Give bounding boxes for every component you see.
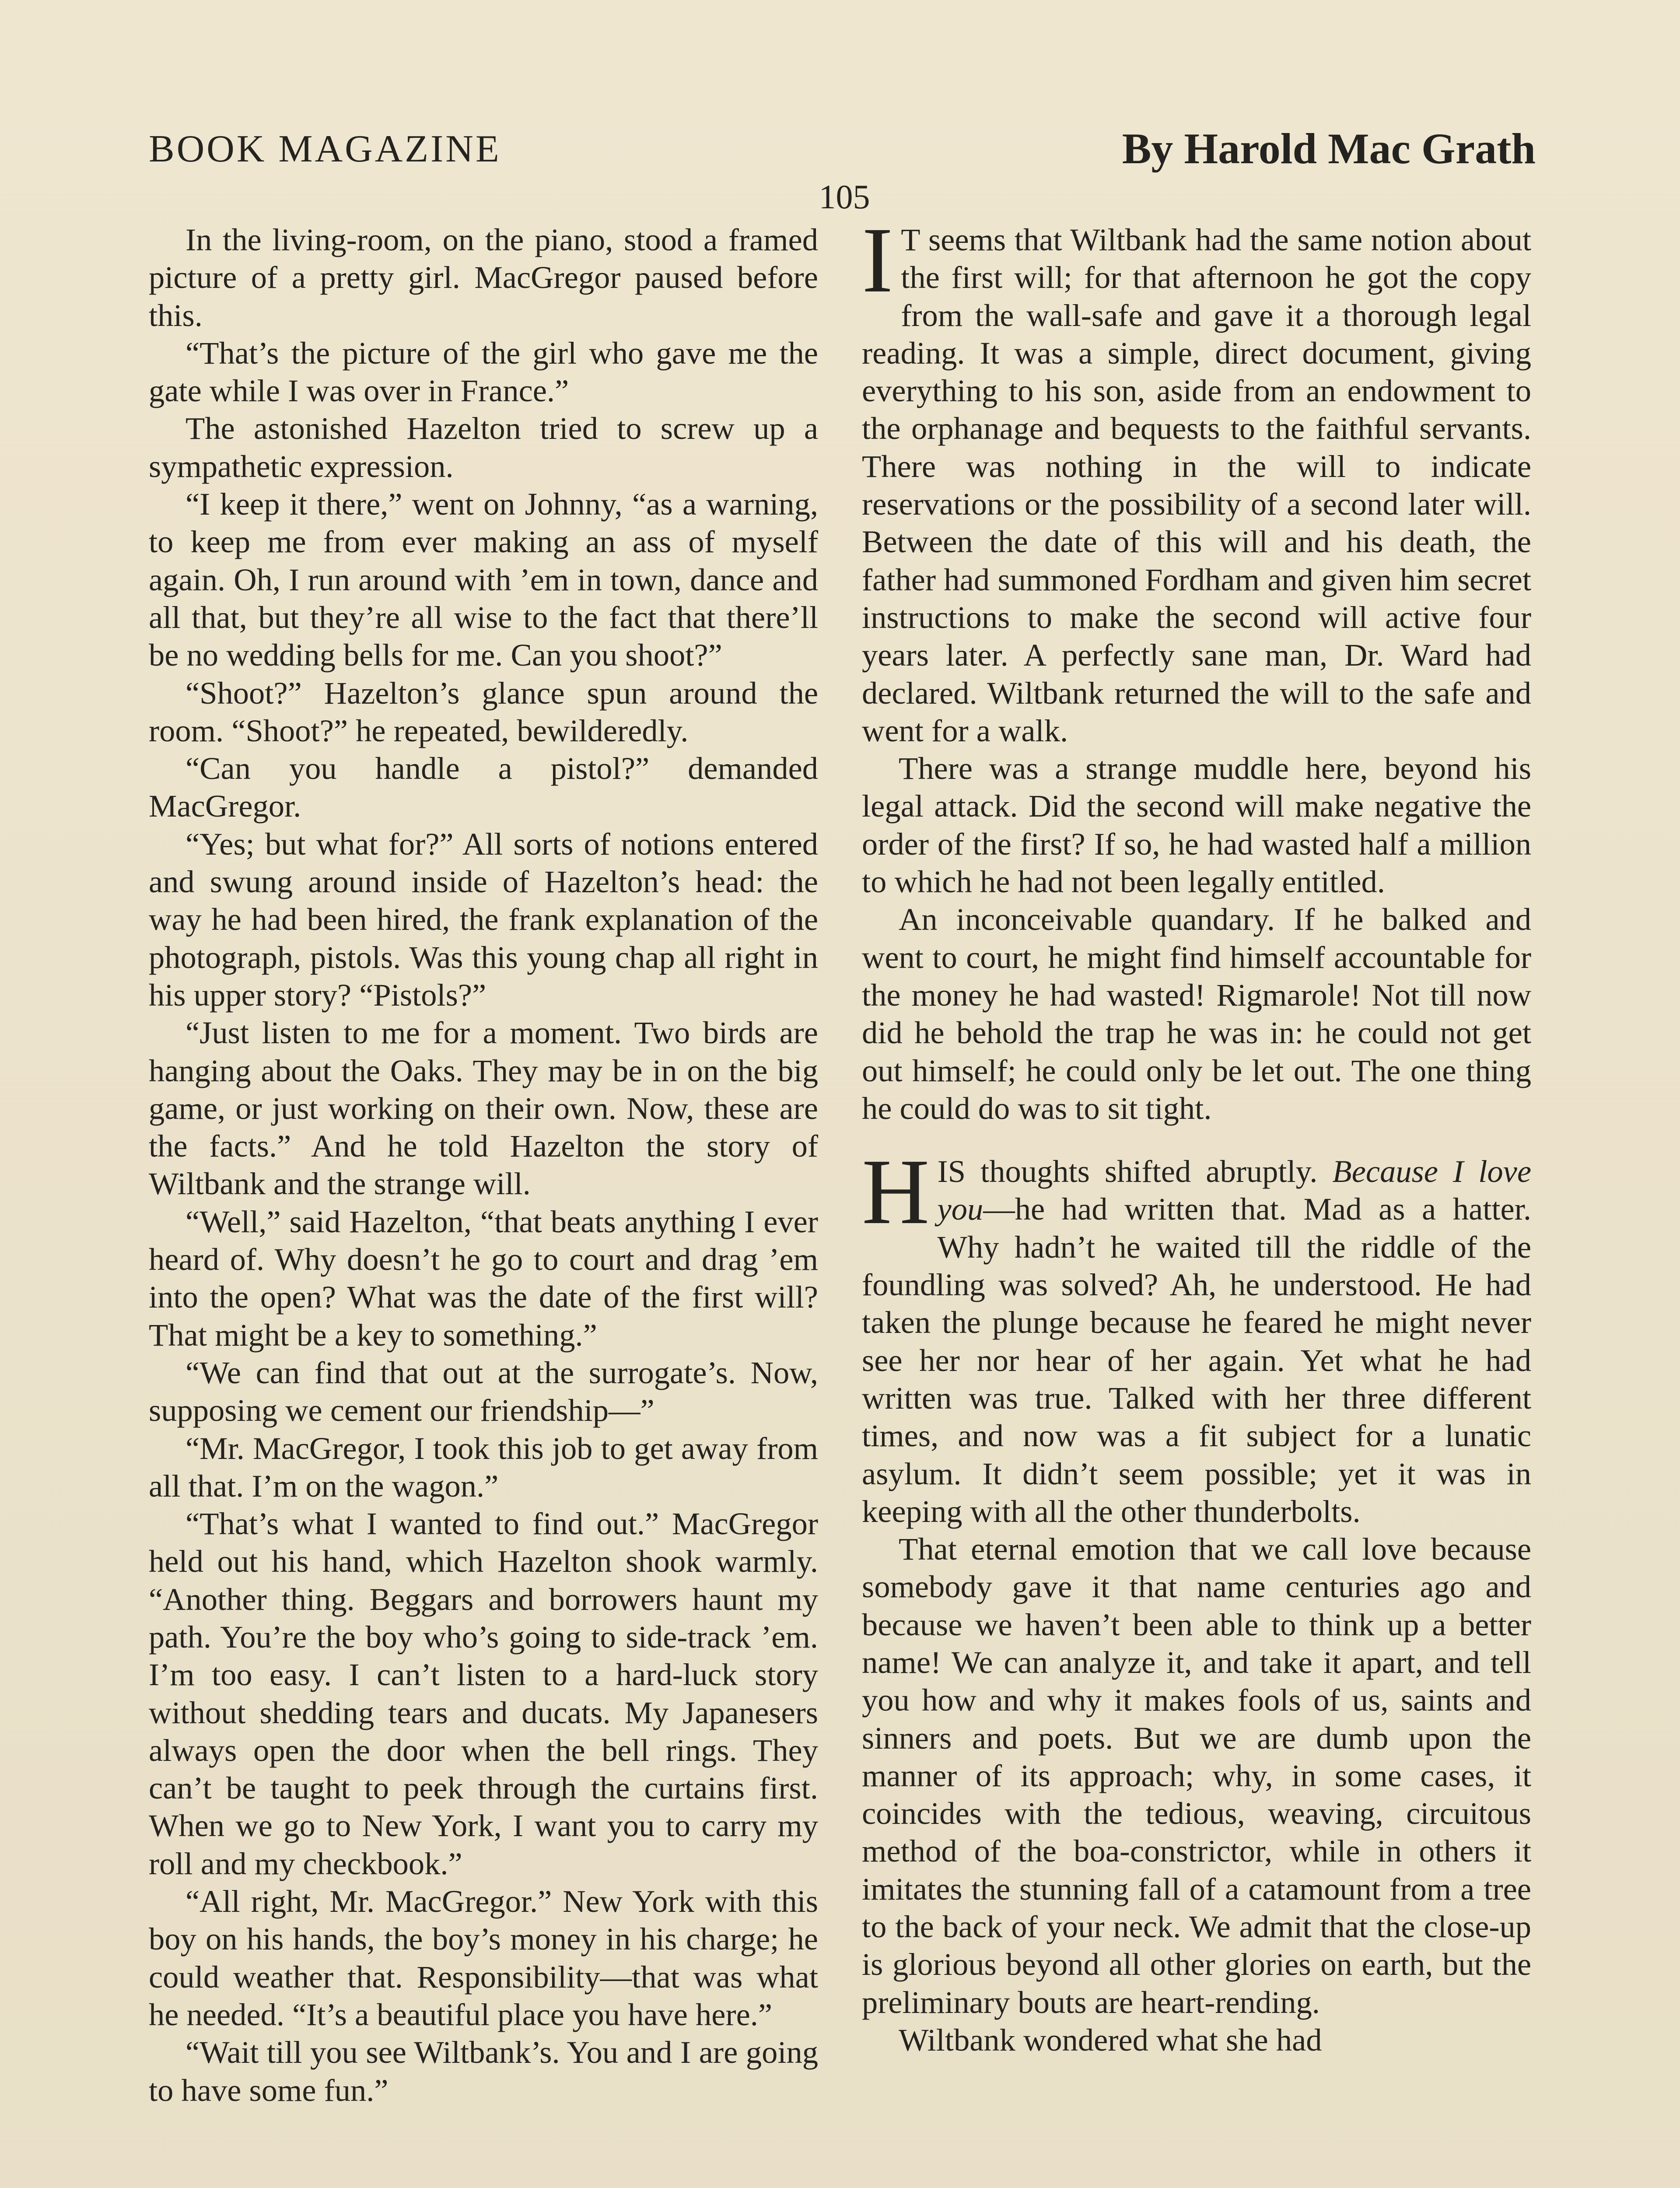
paragraph: “Mr. MacGregor, I took this job to get away from all that. I’m on the wagon.” [149,1430,818,1504]
paragraph: “Shoot?” Hazelton’s glance spun around the room. “Shoot?” he repeated, bewilderedly. [149,675,818,748]
paragraph-text: IS thoughts shifted abruptly. [937,1154,1333,1189]
paragraph: In the living-room, on the piano, stood a framed picture of a pretty girl. MacGregor paused before this. [149,222,818,333]
magazine-title: BOOK MAGAZINE [149,128,501,170]
paragraph: “That’s what I wanted to find out.” MacGregor held out his hand, which Hazelton shook warmly. “Another thing. Beggars and borrowers haunt my path. You’re the boy who’s going to side-track ’em. I’m too easy. I can’t listen to a hard-luck story without shedding tears and ducats. My Japanesers always open the door when the bell rings. They can’t be taught to peek through the curtains first. When we go to New York, I want you to carry my roll and my checkbook.” [149,1506,818,1881]
right-column [862,208,1532,2059]
paragraph: That eternal emotion that we call love because somebody gave it that name centuries ago and because we haven’t been able to think up a better name! We can analyze it, and take it apart, and tell you how and why it makes fools of us, saints and sinners and poets. But we are dumb upon the manner of its approach; why, in some cases, it coincides with the tedious, weaving, circuitous method of the boa-constrictor, while in others it imitates the stunning fall of a catamount from a tree to the back of your neck. We admit that the close-up is glorious beyond all other glories on earth, but the preliminary bouts are heart-rending. [862,1531,1531,2020]
page-number: 105 [819,178,870,216]
left-column [149,221,818,2109]
section-two-opening [862,1140,1532,1530]
italic-phrase: Because I love you [937,1154,1532,1227]
paragraph: “I keep it there,” went on Johnny, “as a warning, to keep me from ever making an ass of myself again. Oh, I run around with ’em in town, dance and all that, but they’re all wise to the fact that there’ll be no wedding bells for me. Can you shoot?” [149,486,818,673]
paragraph: “That’s the picture of the girl who gave me the gate while I was over in France.” [149,335,818,409]
paragraph: “All right, Mr. MacGregor.” New York with this boy on his hands, the boy’s money in his charge; he could weather that. Responsibility—that was what he needed. “It’s a beautiful place you have here.” [149,1883,818,2032]
drop-cap: H [862,1140,930,1244]
paragraph: “We can find that out at the surrogate’s. Now, supposing we cement our friendship—” [149,1354,818,1428]
paragraph: An inconceivable quandary. If he balked and went to court, he might find himself accountable for the money he had wasted! Rigmarole! Not till now did he behold the trap he was in: he could not get out himself; he could only be let out. The one thing he could do was to sit tight. [862,901,1531,1126]
paragraph-text: T seems that Wiltbank had the same notion about the first will; for that afternoon he got the copy from the wall-safe and gave it a thorough legal reading. It was a simple, direct document, giving everything to his son, aside from an endowment to the orphanage and bequests to the faithful servants. There was nothing in the will to indicate reservations or the possibility of a second later will. Between the date of this will and his death, the father had summoned Fordham and given him secret instructions to make the second will active four years later. A perfectly sane man, Dr. Ward had declared. Wiltbank returned the will to the safe and went for a walk. [862,222,1531,748]
paragraph-text: —he had written that. Mad as a hatter. Why hadn’t he waited till the riddle of the foundling was solved? Ah, he understood. He had taken the plunge because he feared he might never see her nor hear of her again. Yet what he had written was true. Talked with her three different times, and now was a fit subject for a lunatic asylum. It didn’t seem possible; yet it was in keeping with all the other thunderbolts. [862,1191,1531,1529]
author-byline: By Harold Mac Grath [1122,124,1536,173]
paragraph: “Yes; but what for?” All sorts of notions entered and swung around inside of Hazelton’s head: the way he had been hired, the frank explanation of the photograph, pistols. Was this young chap all right in his upper story? “Pistols?” [149,826,818,1013]
paragraph: The astonished Hazelton tried to screw up a sympathetic expression. [149,410,818,484]
paragraph: “Well,” said Hazelton, “that beats anything I ever heard of. Why doesn’t he go to court and drag ’em into the open? What was the date of the first will? That might be a key to something.” [149,1203,818,1353]
paragraph: “Can you handle a pistol?” demanded MacGregor. [149,750,818,824]
drop-cap: I [862,208,893,312]
paragraph: “Wait till you see Wiltbank’s. You and I are going to have some fun.” [149,2034,818,2108]
paragraph: There was a strange muddle here, beyond his legal attack. Did the second will make negative the order of the first? If so, he had wasted half a million to which he had not been legally entitled. [862,750,1531,900]
section-one-opening [862,208,1531,750]
paragraph: “Just listen to me for a moment. Two birds are hanging about the Oaks. They may be in on the big game, or just working on their own. Now, these are the facts.” And he told Hazelton the story of Wiltbank and the strange will. [149,1015,818,1202]
paragraph: Wiltbank wondered what she had [899,2022,1322,2058]
